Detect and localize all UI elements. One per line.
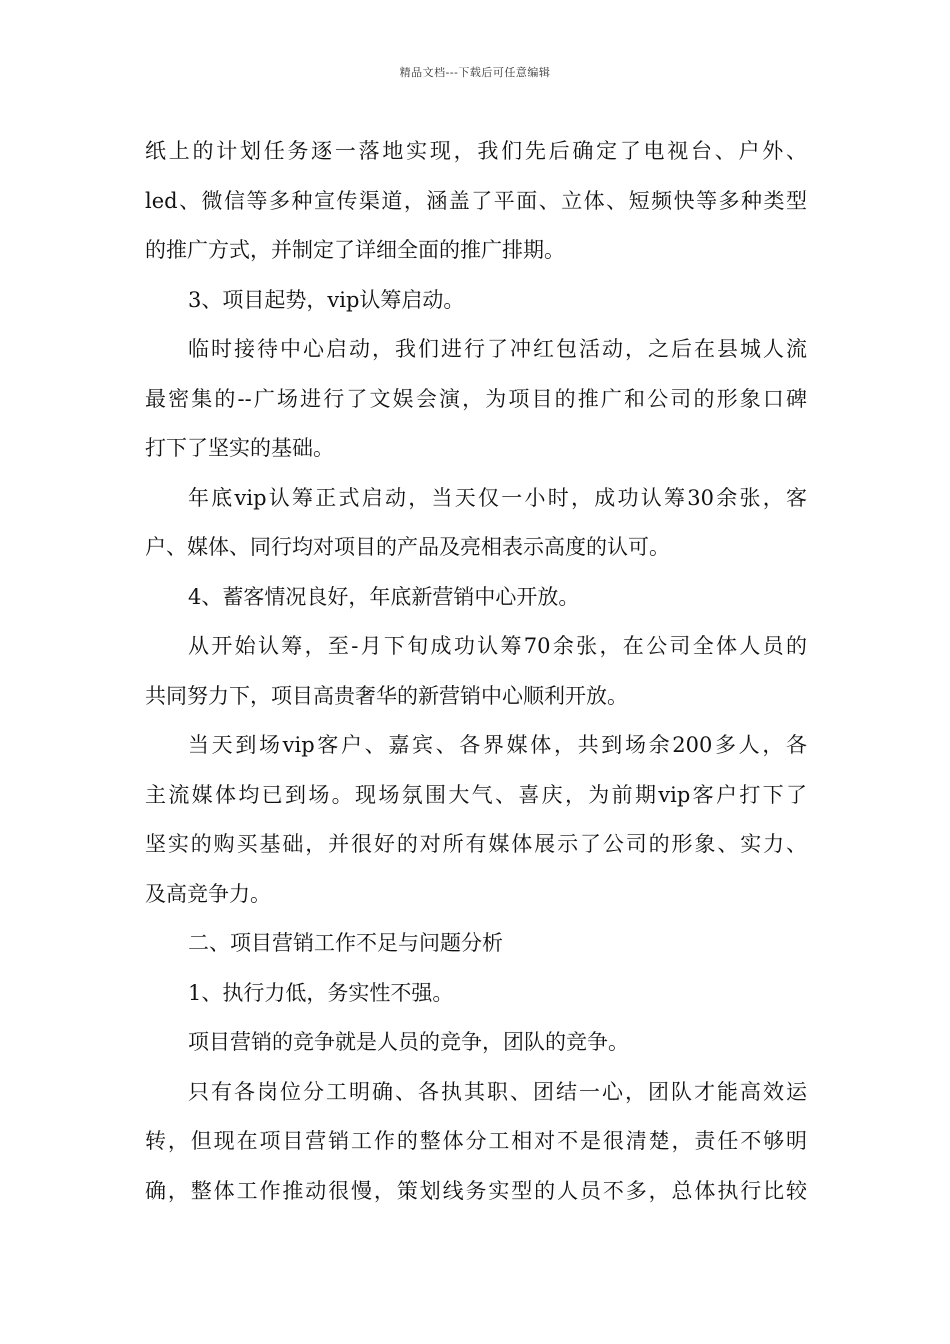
- text-line: 临时接待中心启动，我们进行了冲红包活动，之后在县城人流: [188, 337, 807, 361]
- text-line: 年底vip认筹正式启动，当天仅一小时，成功认筹30余张，客: [188, 485, 807, 510]
- text-line: 纸上的计划任务逐一落地实现，我们先后确定了电视台、户外、: [145, 139, 807, 163]
- text-line: 转，但现在项目营销工作的整体分工相对不是很清楚，责任不够明: [145, 1129, 807, 1153]
- text-line: 从开始认筹，至-月下旬成功认筹70余张，在公司全体人员的: [188, 634, 807, 658]
- text-line: 户、媒体、同行均对项目的产品及亮相表示高度的认可。: [145, 535, 670, 559]
- text-line: 确，整体工作推动很慢，策划线务实型的人员不多，总体执行比较: [145, 1178, 807, 1203]
- page-header: 精品文档---下载后可任意编辑: [399, 66, 551, 79]
- text-line: 只有各岗位分工明确、各执其职、团结一心，团队才能高效运: [188, 1079, 807, 1104]
- text-line: 打下了坚实的基础。: [145, 436, 334, 460]
- text-line: 3、项目起势，vip认筹启动。: [188, 287, 465, 312]
- text-line: led、微信等多种宣传渠道，涵盖了平面、立体、短频快等多种类型: [145, 188, 807, 213]
- text-line: 共同努力下，项目高贵奢华的新营销中心顺利开放。: [145, 683, 628, 708]
- text-line: 项目营销的竞争就是人员的竞争，团队的竞争。: [188, 1030, 629, 1054]
- text-line: 坚实的购买基础，并很好的对所有媒体展示了公司的形象、实力、: [145, 832, 807, 856]
- text-line: 4、蓄客情况良好，年底新营销中心开放。: [188, 584, 580, 609]
- text-line: 最密集的--广场进行了文娱会演，为项目的推广和公司的形象口碑: [145, 386, 807, 411]
- text-line: 的推广方式，并制定了详细全面的推广排期。: [145, 238, 565, 262]
- text-line: 1、执行力低，务实性不强。: [188, 980, 454, 1005]
- text-line: 及高竞争力。: [145, 881, 271, 906]
- text-line: 二、项目营销工作不足与问题分析: [188, 931, 503, 955]
- text-line: 当天到场vip客户、嘉宾、各界媒体，共到场余200多人，各: [188, 733, 807, 757]
- text-line: 主流媒体均已到场。现场氛围大气、喜庆，为前期vip客户打下了: [145, 782, 807, 807]
- document-body: [145, 127, 807, 1216]
